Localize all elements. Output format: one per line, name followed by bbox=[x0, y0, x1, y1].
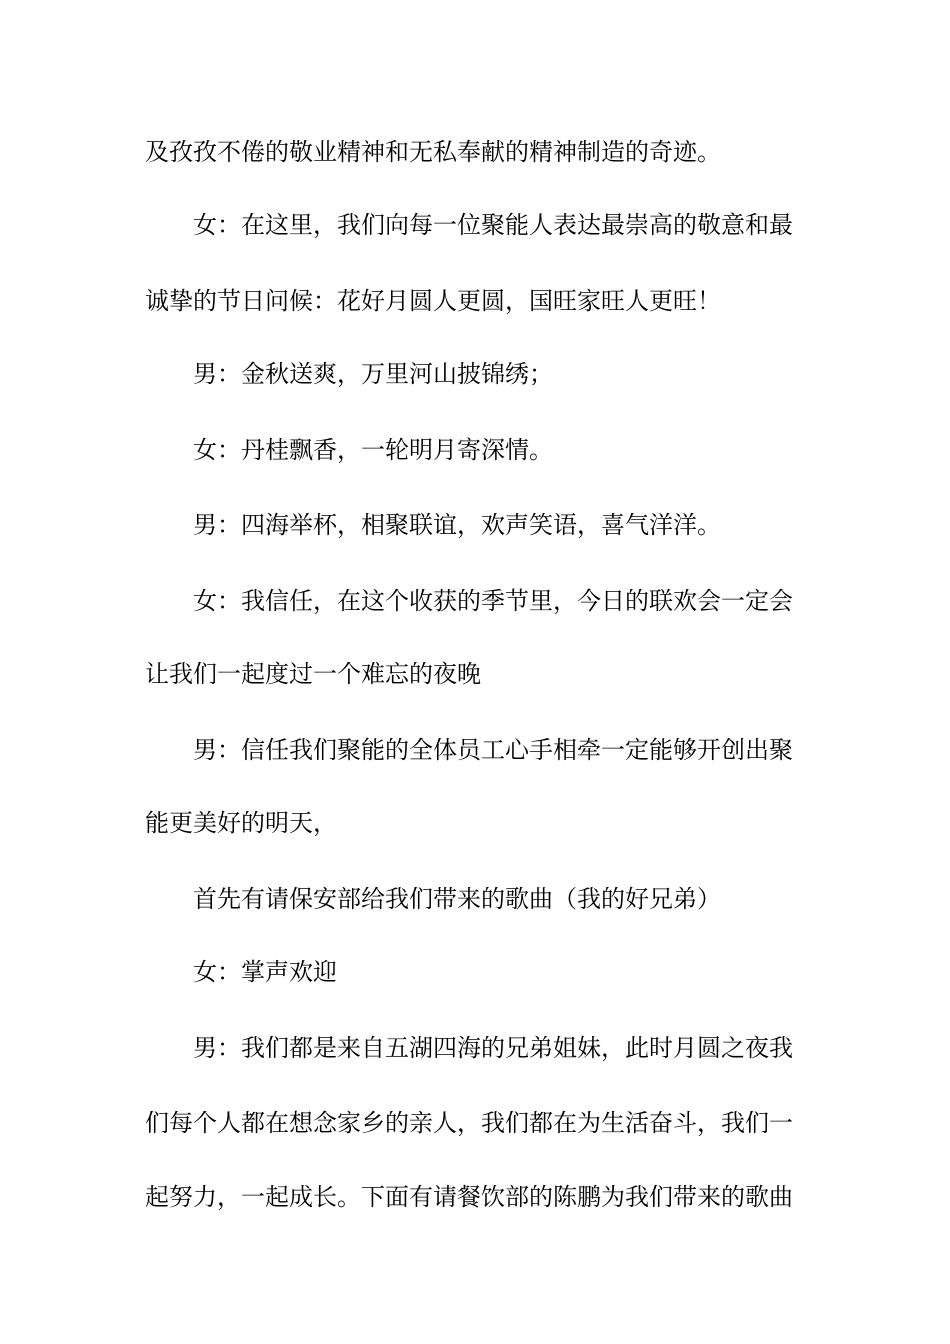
text-line-10: 能更美好的明天， bbox=[145, 809, 337, 837]
text-line-14: 们每个人都在想念家乡的亲人，我们都在为生活奋斗，我们一 bbox=[145, 1109, 793, 1137]
text-line-9: 男：信任我们聚能的全体员工心手相牵一定能够开创出聚 bbox=[193, 736, 793, 764]
text-line-2: 女：在这里，我们向每一位聚能人表达最崇高的敬意和最 bbox=[193, 211, 793, 239]
text-line-1: 及孜孜不倦的敬业精神和无私奉献的精神制造的奇迹。 bbox=[145, 138, 721, 166]
text-line-8: 让我们一起度过一个难忘的夜晚 bbox=[145, 660, 481, 688]
text-line-6: 男：四海举杯，相聚联谊，欢声笑语，喜气洋洋。 bbox=[193, 511, 721, 539]
text-line-15: 起努力，一起成长。下面有请餐饮部的陈鹏为我们带来的歌曲 bbox=[145, 1183, 793, 1211]
text-line-13: 男：我们都是来自五湖四海的兄弟姐妹，此时月圆之夜我 bbox=[193, 1034, 793, 1062]
text-line-11: 首先有请保安部给我们带来的歌曲（我的好兄弟） bbox=[193, 885, 721, 913]
text-line-12: 女：掌声欢迎 bbox=[193, 958, 337, 986]
text-line-7: 女：我信任，在这个收获的季节里，今日的联欢会一定会 bbox=[193, 587, 793, 615]
text-line-4: 男：金秋送爽，万里河山披锦绣； bbox=[193, 360, 553, 388]
text-line-3: 诚挚的节日问候：花好月圆人更圆，国旺家旺人更旺！ bbox=[145, 287, 721, 315]
text-line-5: 女：丹桂飘香，一轮明月寄深情。 bbox=[193, 436, 553, 464]
